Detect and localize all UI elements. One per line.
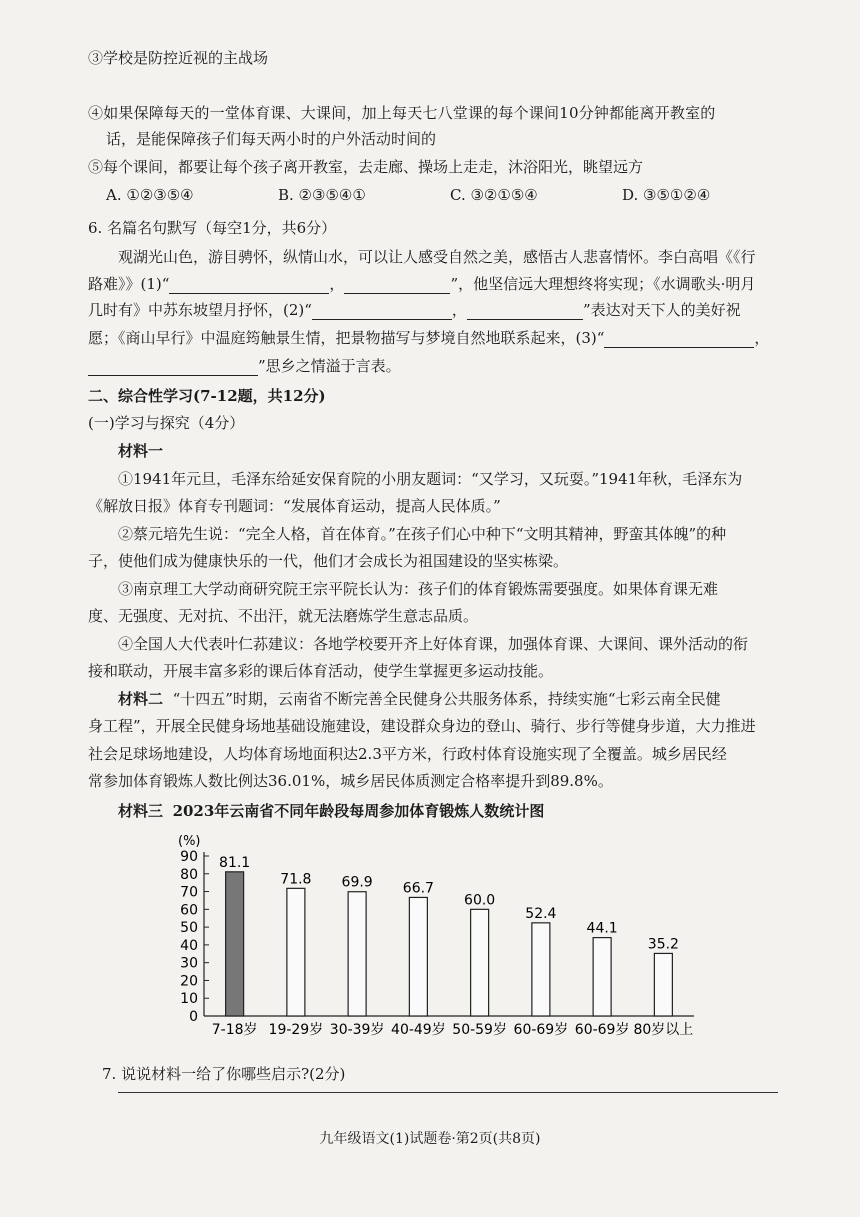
q6-line-2-c: ”，他坚信远大理想终将实现；《水调歌头·明月 <box>450 275 756 293</box>
q6-line-2 <box>88 274 788 294</box>
m1-p2-a: ②蔡元培先生说：“完全人格，首在体育。”在孩子们心中种下“文明其精神，野蛮其体魄”的种 <box>118 525 727 543</box>
q5-item-5: ⑤每个课间，都要让每个孩子离开教室，去走廊、操场上走走，沐浴阳光，眺望远方 <box>88 158 644 176</box>
material-2-line1 <box>118 689 818 709</box>
x-category-label: 60-69岁 <box>574 1022 630 1038</box>
comma: ， <box>754 329 770 347</box>
m1-p1-b: 《解放日报》体育专刊题词：“发展体育运动，提高人民体质。” <box>88 497 501 515</box>
bar <box>409 897 427 1016</box>
m1-p3-b: 度、无强度、无对抗、不出汗，就无法磨炼学生意志品质。 <box>88 607 479 625</box>
m2-line-3: 社会足球场地建设，人均体育场地面积达2.3平方米，行政村体育设施实现了全覆盖。城乡居民经 <box>88 745 727 763</box>
sub-section-1: (一)学习与探究（4分） <box>88 414 245 432</box>
y-tick-label: 30 <box>180 955 198 972</box>
bar <box>348 892 366 1016</box>
bar-chart <box>150 828 710 1043</box>
option-b[interactable]: B. ②③⑤④① <box>278 186 366 204</box>
m2-line-4: 常参加体育锻炼人数比例达36.01%，城乡居民体质测定合格率提升到89.8%。 <box>88 772 613 790</box>
y-tick-label: 40 <box>180 937 198 954</box>
x-category-label: 30-39岁 <box>329 1022 385 1038</box>
bar-value-label: 60.0 <box>464 892 496 909</box>
q5-item-4-line2: 话，是能保障孩子们每天两小时的户外活动时间的 <box>106 130 437 148</box>
q6-line-4-a: 愿；《商山早行》中温庭筠触景生情，把景物描写与梦境自然地联系起来，(3)“ <box>88 329 605 347</box>
material-2-title: 材料二 <box>118 690 164 708</box>
x-category-label: 40-49岁 <box>391 1022 446 1038</box>
q6-title: 6. 名篇名句默写（每空1分，共6分） <box>88 219 337 237</box>
y-tick-label: 90 <box>180 849 198 865</box>
q6-line-3-c: ”表达对天下人的美好祝 <box>582 301 741 319</box>
y-tick-label: 50 <box>180 920 198 937</box>
y-tick-label: 70 <box>180 884 198 901</box>
page-footer: 九年级语文(1)试题卷·第2页(共8页) <box>319 1131 541 1147</box>
comma: ， <box>329 275 345 293</box>
material-3-title: 材料三 <box>118 802 164 820</box>
y-tick-label: 0 <box>189 1009 198 1025</box>
y-tick-label: 20 <box>180 973 198 990</box>
q6-line-2-a: 路难》》(1)“ <box>88 275 170 293</box>
m1-p4-a: ④全国人大代表叶仁荪建议：各地学校要开齐上好体育课，加强体育课、大课间、课外活动的衔 <box>118 635 749 653</box>
material-3-line <box>118 801 818 821</box>
q6-line-5-b: ”思乡之情溢于言表。 <box>258 357 401 375</box>
chart-caption: 2023年云南省不同年龄段每周参加体育锻炼人数统计图 <box>172 802 545 820</box>
bar-value-label: 69.9 <box>341 874 373 891</box>
bar-value-label: 52.4 <box>525 905 557 922</box>
q5-item-4-line1: ④如果保障每天的一堂体育课、大课间，加上每天七八堂课的每个课间10分钟都能离开教室的 <box>88 104 716 122</box>
x-category-label: 60-69岁 <box>513 1022 569 1038</box>
bar-value-label: 66.7 <box>402 880 434 897</box>
q6-line-4 <box>88 328 788 348</box>
q6-line-5 <box>88 356 788 376</box>
material-1-title: 材料一 <box>118 442 164 460</box>
q7-text: 7. 说说材料一给了你哪些启示?(2分) <box>102 1065 346 1083</box>
y-tick-label: 80 <box>180 866 198 883</box>
option-c[interactable]: C. ③②①⑤④ <box>450 186 538 204</box>
y-axis-unit-label: (%) <box>178 834 201 849</box>
answer-line[interactable] <box>118 1092 778 1093</box>
answer-blank-4[interactable] <box>467 303 583 320</box>
comma: ， <box>451 301 467 319</box>
bar <box>287 888 305 1016</box>
bar-value-label: 44.1 <box>586 920 618 937</box>
bar <box>593 938 611 1016</box>
m1-p3-a: ③南京理工大学动商研究院王宗平院长认为：孩子们的体育锻炼需要强度。如果体育课无难 <box>118 580 719 598</box>
answer-blank-6[interactable] <box>88 359 258 376</box>
m1-p4-b: 接和联动，开展丰富多彩的课后体育活动，使学生掌握更多运动技能。 <box>88 662 554 680</box>
answer-blank-3[interactable] <box>312 303 452 320</box>
q6-line-3 <box>88 300 788 320</box>
x-category-label: 19-29岁 <box>268 1022 324 1038</box>
bar <box>471 909 489 1016</box>
bar-value-label: 35.2 <box>647 936 679 953</box>
q6-line-3-a: 几时有》中苏东坡望月抒怀，(2)“ <box>88 301 312 319</box>
section2-title: 二、综合性学习(7-12题，共12分) <box>88 387 326 405</box>
q6-line-1: 观湖光山色，游目骋怀，纵情山水，可以让人感受自然之美，感悟古人悲喜情怀。李白高唱《《行 <box>118 248 756 266</box>
y-tick-label: 60 <box>180 902 198 919</box>
q5-item-3: ③学校是防控近视的主战场 <box>88 49 269 67</box>
x-category-label: 80岁以上 <box>633 1022 694 1038</box>
option-d[interactable]: D. ③⑤①②④ <box>622 186 711 204</box>
m2-line-1: “十四五”时期，云南省不断完善全民健身公共服务体系，持续实施“七彩云南全民健 <box>172 690 721 708</box>
answer-blank-1[interactable] <box>169 277 329 294</box>
x-category-label: 50-59岁 <box>452 1022 507 1038</box>
m1-p2-b: 子，使他们成为健康快乐的一代，他们才会成长为祖国建设的坚实栋梁。 <box>88 552 569 570</box>
bar <box>226 872 244 1016</box>
x-category-label: 7-18岁 <box>211 1022 258 1038</box>
bar <box>654 953 672 1016</box>
m2-line-2: 身工程”，开展全民健身场地基础设施建设，建设群众身边的登山、骑行、步行等健身步道，大力推进 <box>88 717 756 735</box>
y-tick-label: 10 <box>180 991 198 1008</box>
bar-value-label: 81.1 <box>219 854 251 871</box>
answer-blank-5[interactable] <box>604 331 754 348</box>
answer-blank-2[interactable] <box>344 277 450 294</box>
m1-p1-a: ①1941年元旦，毛泽东给延安保育院的小朋友题词：“又学习，又玩耍。”1941年秋，毛泽东为 <box>118 470 743 488</box>
bar-value-label: 71.8 <box>280 871 312 888</box>
bar <box>532 923 550 1016</box>
option-a[interactable]: A. ①②③⑤④ <box>106 186 194 204</box>
